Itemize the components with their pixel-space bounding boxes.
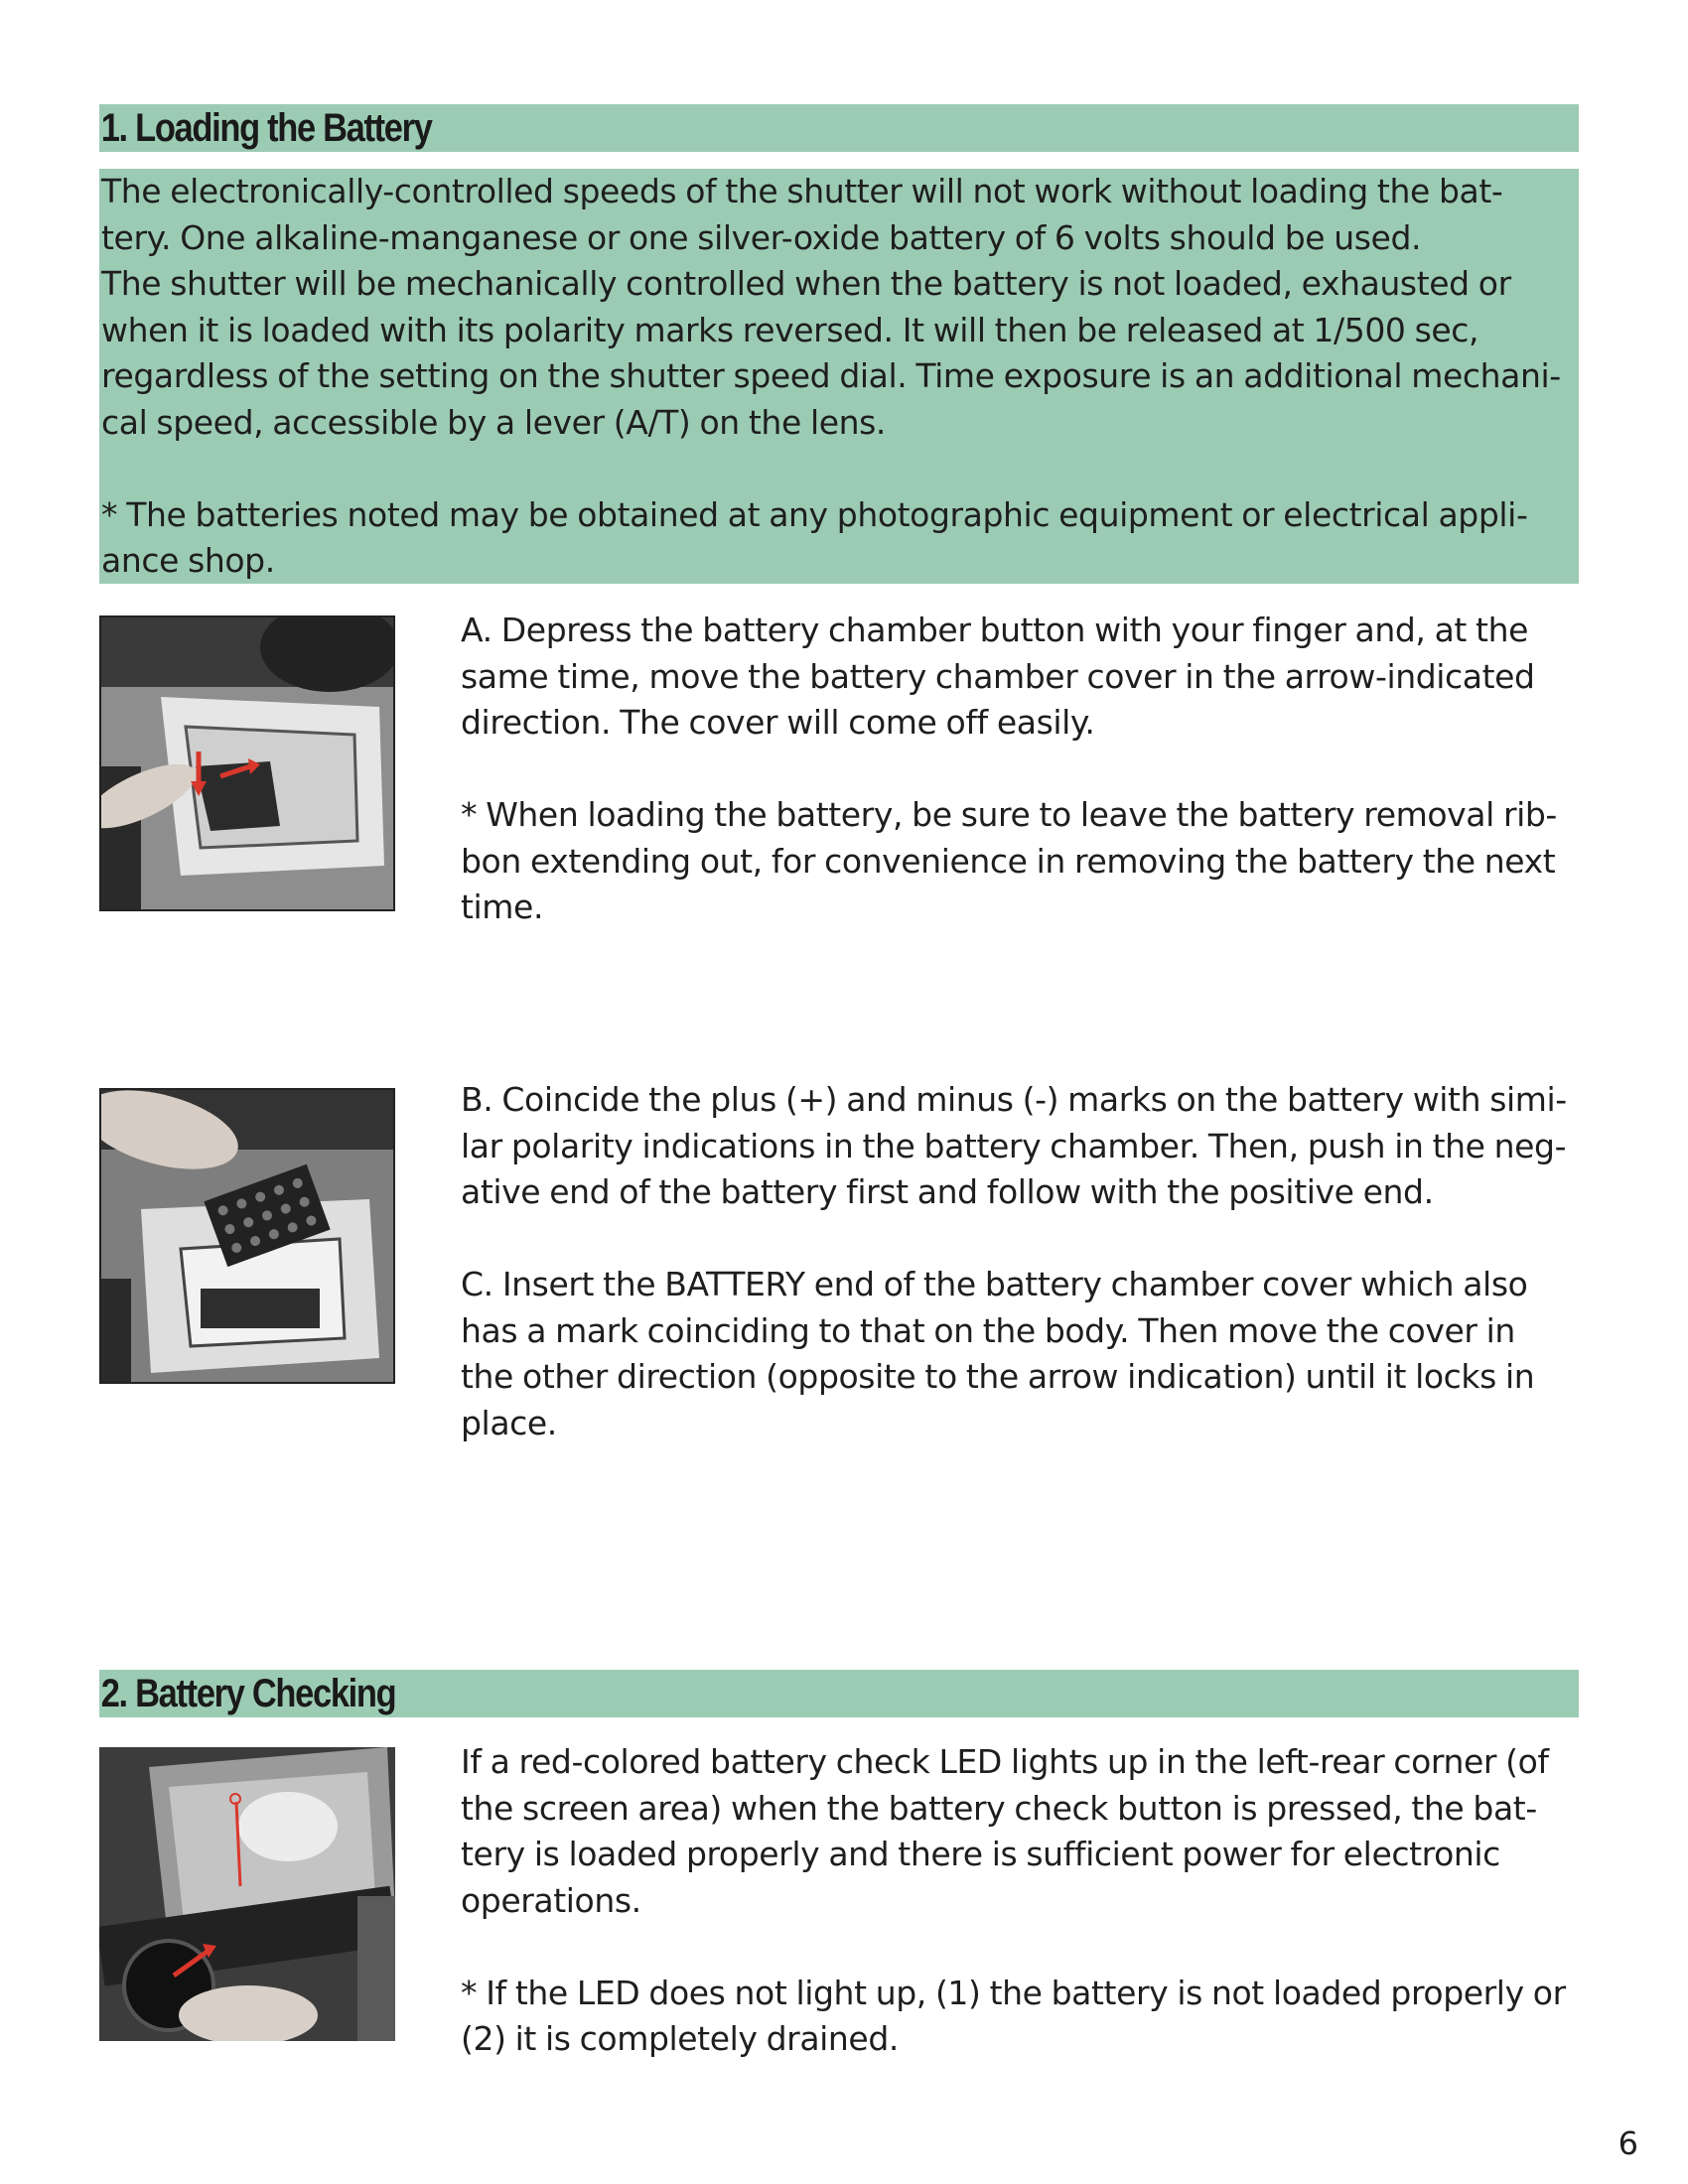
step-b-line: ative end of the battery first and follow with the positive end. bbox=[461, 1172, 1434, 1211]
battery-check-text bbox=[461, 1739, 1583, 2063]
section-heading-battery-checking bbox=[99, 1670, 1579, 1717]
intro-line: The electronically-controlled speeds of the shutter will not work without loading the bat- bbox=[101, 172, 1503, 210]
step-bc-text bbox=[461, 1077, 1583, 1446]
battery-check-line: the screen area) when the battery check button is pressed, the bat- bbox=[461, 1788, 1537, 1828]
intro-line: The shutter will be mechanically controlled when the battery is not loaded, exhausted or bbox=[101, 264, 1511, 303]
intro-line: tery. One alkaline-manganese or one silver-oxide battery of 6 volts should be used. bbox=[101, 217, 1422, 257]
intro-note-line: * The batteries noted may be obtained at any photographic equipment or electrical appli- bbox=[101, 494, 1528, 534]
step-a-text bbox=[461, 608, 1583, 931]
photo-battery-insertion bbox=[99, 1088, 395, 1384]
intro-note-line: ance shop. bbox=[101, 541, 275, 580]
step-c-line: place. bbox=[461, 1403, 557, 1442]
step-a-line: direction. The cover will come off easily. bbox=[461, 703, 1095, 742]
photo-battery-cover-removal bbox=[99, 615, 395, 911]
intro-line: regardless of the setting on the shutter speed dial. Time exposure is an additional mechani- bbox=[101, 356, 1561, 395]
battery-check-line: If a red-colored battery check LED lights up in the left-rear corner (of bbox=[461, 1742, 1549, 1781]
camera-photo-c-illustration bbox=[99, 1747, 395, 2041]
battery-check-line: tery is loaded properly and there is sufficient power for electronic bbox=[461, 1835, 1500, 1873]
step-a-note-line: * When loading the battery, be sure to leave the battery removal rib- bbox=[461, 795, 1557, 834]
camera-photo-b-illustration bbox=[101, 1090, 393, 1382]
step-a-line: A. Depress the battery chamber button with your finger and, at the bbox=[461, 611, 1528, 649]
battery-check-note-line: (2) it is completely drained. bbox=[461, 2019, 899, 2058]
step-a-note-line: time. bbox=[461, 887, 544, 926]
photo-battery-check-led bbox=[99, 1747, 395, 2041]
step-c-line: C. Insert the BATTERY end of the battery chamber cover which also bbox=[461, 1265, 1528, 1303]
step-b-line: lar polarity indications in the battery chamber. Then, push in the neg- bbox=[461, 1126, 1567, 1165]
camera-photo-a-illustration bbox=[101, 617, 393, 909]
step-a-note-line: bon extending out, for convenience in removing the battery the next bbox=[461, 841, 1556, 881]
step-c-line: the other direction (opposite to the arrow indication) until it locks in bbox=[461, 1357, 1535, 1396]
step-b-line: B. Coincide the plus (+) and minus (-) marks on the battery with simi- bbox=[461, 1080, 1567, 1119]
heading-text: 2. Battery Checking bbox=[100, 1672, 396, 1715]
battery-check-line: operations. bbox=[461, 1880, 641, 1920]
section-heading-loading-battery bbox=[99, 104, 1579, 152]
intro-line: cal speed, accessible by a lever (A/T) on the lens. bbox=[101, 402, 887, 442]
heading-text: 1. Loading the Battery bbox=[100, 106, 432, 150]
step-a-line: same time, move the battery chamber cover in the arrow-indicated bbox=[461, 656, 1535, 696]
intro-line: when it is loaded with its polarity marks reversed. It will then be released at 1/500 sec, bbox=[101, 310, 1479, 349]
battery-check-note-line: * If the LED does not light up, (1) the battery is not loaded properly or bbox=[461, 1973, 1566, 2012]
intro-panel bbox=[99, 169, 1579, 584]
page-number: 6 bbox=[1618, 2124, 1638, 2162]
step-c-line: has a mark coinciding to that on the body. Then move the cover in bbox=[461, 1310, 1515, 1350]
